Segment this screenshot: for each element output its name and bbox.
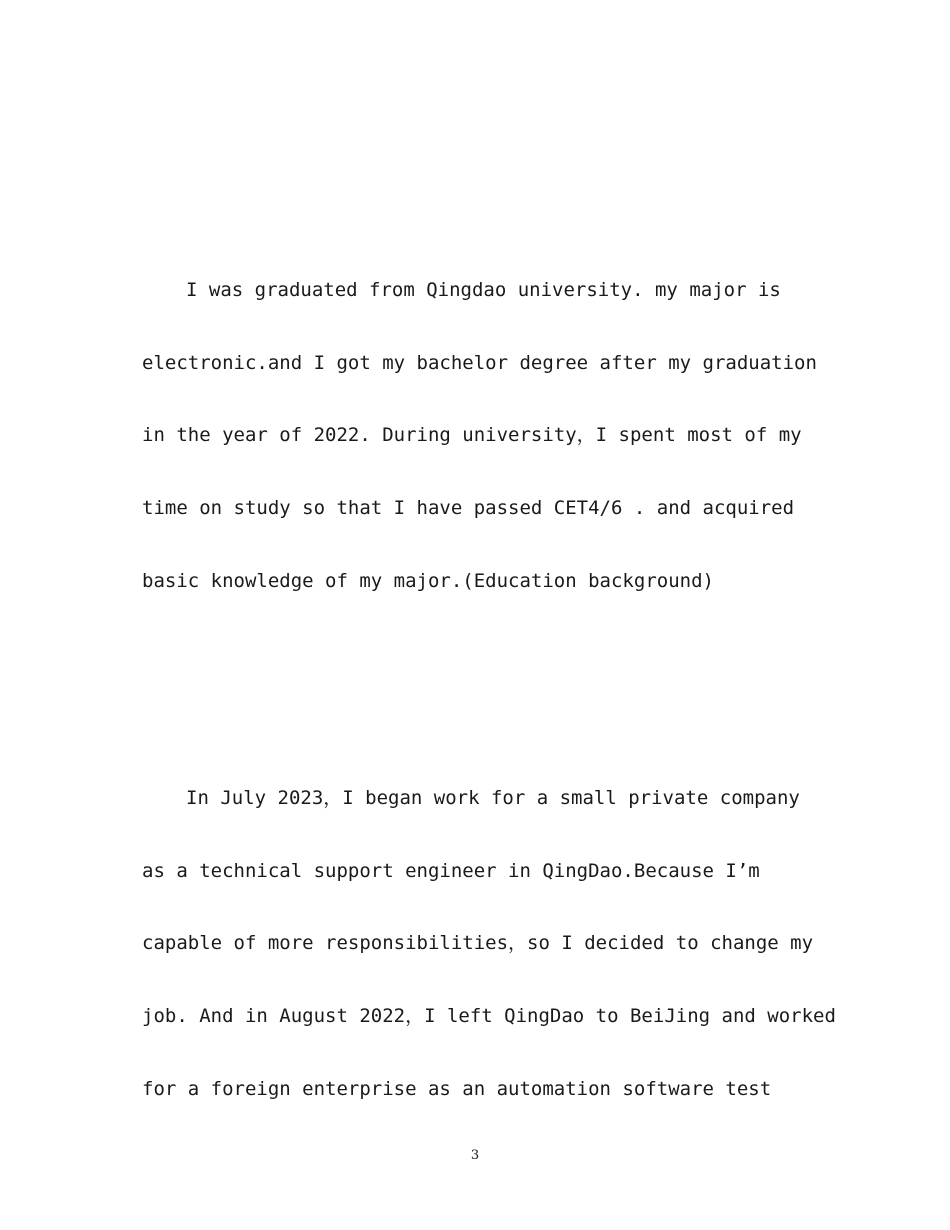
paragraph-2-line-1: In July 2023，I began work for a small private company xyxy=(186,787,800,809)
paragraph-1-line-2: electronic.and I got my bachelor degree after my graduation xyxy=(142,352,817,374)
paragraph-1-line-3: in the year of 2022. During university，I spent most of my xyxy=(142,424,802,446)
paragraph-2-line-4: job. And in August 2022，I left QingDao to BeiJing and worked xyxy=(142,1005,836,1027)
paragraph-2-line-5: for a foreign enterprise as an automation software test xyxy=(142,1078,772,1100)
page-number: 3 xyxy=(470,1148,480,1163)
paragraph-1-line-5: basic knowledge of my major.(Education background) xyxy=(142,570,714,592)
paragraph-1-line-4: time on study so that I have passed CET4/6 . and acquired xyxy=(142,497,795,519)
paragraph-2-line-2: as a technical support engineer in QingDao.Because I’m xyxy=(142,860,760,882)
paragraph-2-line-3: capable of more responsibilities，so I decided to change my xyxy=(142,932,814,954)
paragraph-1-line-1: I was graduated from Qingdao university. my major is xyxy=(186,279,781,301)
